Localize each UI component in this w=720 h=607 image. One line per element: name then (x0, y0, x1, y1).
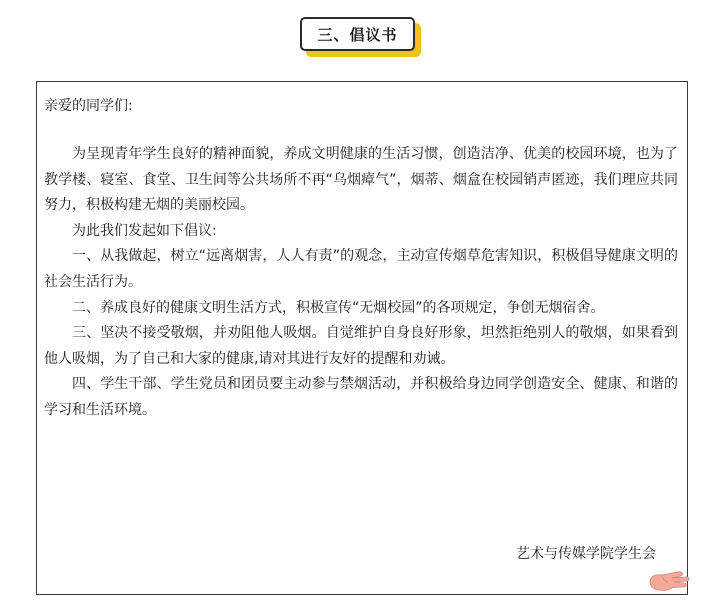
letter-paragraph-item-4: 四、学生干部、学生党员和团员要主动参与禁烟活动，并积极给身边同学创造安全、健康、和谐的学习和生活环境。 (44, 376, 678, 418)
letter-signature: 艺术与传媒学院学生会 (516, 546, 656, 562)
letter-paragraph-item-2: 二、养成良好的健康文明生活方式，积极宣传“无烟校园”的各项规定，争创无烟宿舍。 (72, 299, 605, 316)
letter-body (44, 142, 678, 424)
letter-paragraph-item-3: 三、坚决不接受敬烟，并劝阻他人吸烟。自觉维护自身良好形象，坦然拒绝别人的敬烟，如果看到他人吸烟，为了自己和大家的健康,请对其进行友好的提醒和劝诫。 (44, 325, 678, 367)
letter-paragraph-call: 为此我们发起如下倡议: (72, 222, 217, 239)
letter-paragraph-item-1: 一、从我做起，树立“远离烟害，人人有责”的观念，主动宣传烟草危害知识，积极倡导健康文明的社会生活行为。 (44, 248, 678, 290)
letter-paragraph-intro: 为呈现青年学生良好的精神面貌，养成文明健康的生活习惯，创造洁净、优美的校园环境，也为了教学楼、寝室、食堂、卫生间等公共场所不再“乌烟瘴气”，烟蒂、烟盒在校园销声匿迹，我们理应共同努力，积极构建无烟的美丽校园。 (44, 146, 678, 214)
letter-greeting: 亲爱的同学们: (44, 98, 133, 114)
pointing-hand-icon (648, 560, 692, 592)
page-title: 三、倡议书 (300, 17, 415, 51)
section-title-badge (300, 17, 421, 55)
